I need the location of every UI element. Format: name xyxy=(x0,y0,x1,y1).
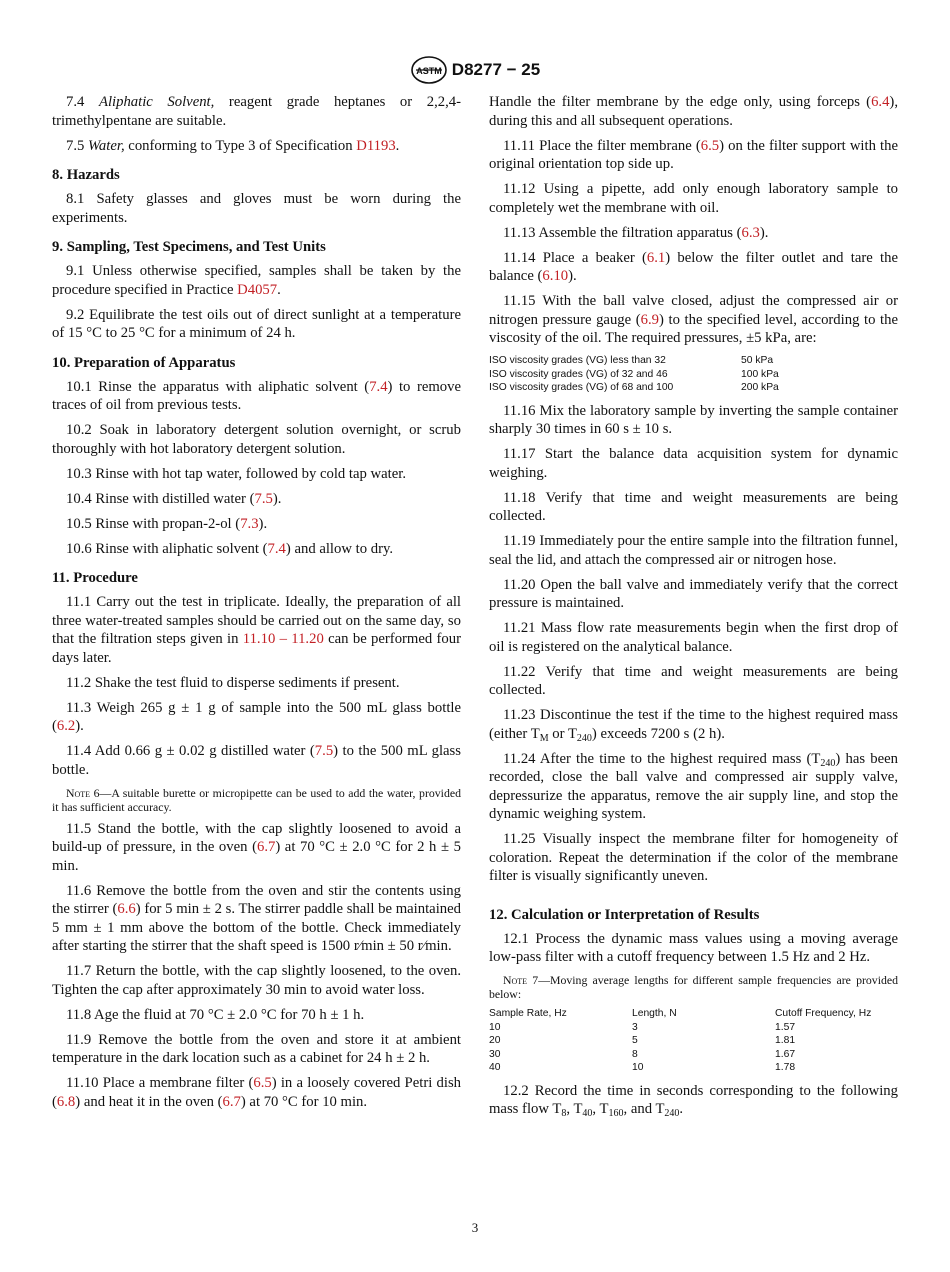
para-11-20: 11.20 Open the ball valve and immediately verify that the correct pressure is maintained. xyxy=(489,576,898,611)
para-9-1: 9.1 Unless otherwise specified, samples shall be taken by the procedure specified in Practice D4057. xyxy=(52,263,461,298)
para-11-8: 11.8 Age the fluid at 70 °C ± 2.0 °C for 70 h ± 1 h. xyxy=(66,1006,365,1023)
para-11-13: 11.13 Assemble the filtration apparatus (6.3). xyxy=(503,224,769,241)
ref-link[interactable]: 6.9 xyxy=(640,311,660,328)
para-11-25: 11.25 Visually inspect the membrane filter for homogeneity of coloration. Repeat the determination if the color of the membrane filter is visually significantly uneven. xyxy=(489,831,898,884)
ref-link[interactable]: 7.5 xyxy=(254,490,273,507)
left-column xyxy=(52,93,461,1118)
ref-link[interactable]: 11.10 – 11.20 xyxy=(242,631,324,647)
para-11-4: 11.4 Add 0.66 g ± 0.02 g distilled water (7.5) to the 500 mL glass bottle. xyxy=(52,743,461,778)
astm-logo-icon xyxy=(410,55,448,85)
para-11-9: 11.9 Remove the bottle from the oven and store it at ambient temperature in the dark location such as a cabinet for 24 h ± 2 h. xyxy=(52,1031,461,1066)
ref-link[interactable]: 6.6 xyxy=(117,901,136,917)
para-11-3: 11.3 Weigh 265 g ± 1 g of sample into the 500 mL glass bottle (6.2). xyxy=(52,699,461,734)
table-row: 40 10 1.78 xyxy=(489,1062,796,1073)
para-12-2: 12.2 Record the time in seconds corresponding to the following mass flow $T_8$, $T_{40}$, $T_{160}$, and $T_{240}$. xyxy=(489,1082,898,1119)
para-11-6: 11.6 Remove the bottle from the oven and stir the contents using the stirrer (6.6) for 5 min ± 2 s. The stirrer paddle shall be maintained 5 mm ± 1 mm above the bottom of the bottle. Check immediately after starting the stirrer that the shaft speed is 1500 r⁄min ± 50 r⁄min. xyxy=(52,882,461,954)
ref-link[interactable]: 7.5 xyxy=(314,743,334,759)
table-header-row: Sample Rate, Hz Length, N Cutoff Frequency, Hz xyxy=(489,1008,872,1019)
para-12-1: 12.1 Process the dynamic mass values using a moving average low-pass filter with a cutoff frequency between 1.5 Hz and 2 Hz. xyxy=(489,930,898,965)
note-7: Note 7—Moving average lengths for different sample frequencies are provided below: xyxy=(489,973,899,1001)
section-heading-8: 8. Hazards xyxy=(52,167,120,183)
para-8-1: 8.1 Safety glasses and gloves must be worn during the experiments. xyxy=(52,191,461,226)
para-10-2: 10.2 Soak in laboratory detergent solution overnight, or scrub thoroughly with hot laboratory detergent solution. xyxy=(52,422,461,457)
para-7-4: 7.4 Aliphatic Solvent, reagent grade heptanes or 2,2,4-trimethylpentane are suitable. xyxy=(52,94,462,129)
para-10-4: 10.4 Rinse with distilled water (7.5). xyxy=(66,490,282,507)
para-11-11: 11.11 Place the filter membrane (6.5) on the filter support with the original orientation top side up. xyxy=(489,137,899,172)
para-11-10-continued: Handle the filter membrane by the edge only, using forceps (6.4), during this and all subsequent operations. xyxy=(489,94,898,129)
ref-link[interactable]: 6.7 xyxy=(256,839,276,855)
table-row: ISO viscosity grades (VG) less than 32 50 kPa xyxy=(489,355,774,366)
page-number: 3 xyxy=(471,1220,479,1235)
para-10-1: 10.1 Rinse the apparatus with aliphatic solvent (7.4) to remove traces of oil from previous tests. xyxy=(52,378,461,413)
ref-link[interactable]: 6.1 xyxy=(646,249,666,266)
ref-link[interactable]: 6.2 xyxy=(56,718,76,734)
para-11-16: 11.16 Mix the laboratory sample by inverting the sample container sharply 30 times in 60 s ± 10 s. xyxy=(489,402,898,437)
standard-designation: D8277 − 25 xyxy=(451,60,541,79)
ref-link[interactable]: D4057 xyxy=(237,281,278,298)
ref-link[interactable]: 7.4 xyxy=(369,378,388,395)
para-10-5: 10.5 Rinse with propan-2-ol (7.3). xyxy=(66,515,268,532)
para-11-15: 11.15 With the ball valve closed, adjust the compressed air or nitrogen pressure gauge (6.9) to the specified level, according to the viscosity of the oil. The required pressures, ±5 kPa, are: xyxy=(489,293,898,346)
ref-link[interactable]: 7.3 xyxy=(240,515,259,532)
table-row: ISO viscosity grades (VG) of 68 and 100 200 kPa xyxy=(489,382,779,393)
para-11-18: 11.18 Verify that time and weight measurements are being collected. xyxy=(489,489,898,524)
logo-text: ASTM xyxy=(416,66,442,76)
table-row: 10 3 1.57 xyxy=(489,1021,796,1033)
para-7-5: 7.5 Water, conforming to Type 3 of Specification D1193. xyxy=(66,137,400,154)
table-row: ISO viscosity grades (VG) of 32 and 46 100 kPa xyxy=(489,368,779,380)
para-11-5: 11.5 Stand the bottle, with the cap slightly loosened to avoid a build-up of pressure, in the oven (6.7) at 70 °C ± 2.0 °C for 2 h ± 5 min. xyxy=(52,820,461,874)
para-11-10: 11.10 Place a membrane filter (6.5) in a loosely covered Petri dish (6.8) and heat it in the oven (6.7) at 70 °C for 10 min. xyxy=(52,1075,462,1110)
ref-link[interactable]: 6.7 xyxy=(222,1093,241,1110)
ref-link[interactable]: 6.4 xyxy=(871,94,890,110)
section-heading-10: 10. Preparation of Apparatus xyxy=(52,354,236,371)
para-10-6: 10.6 Rinse with aliphatic solvent (7.4) and allow to dry. xyxy=(66,540,394,557)
section-heading-11: 11. Procedure xyxy=(52,570,138,586)
para-9-2: 9.2 Equilibrate the test oils out of direct sunlight at a temperature of 15 °C to 25 °C for a minimum of 24 h. xyxy=(52,306,461,341)
section-heading-9: 9. Sampling, Test Specimens, and Test Units xyxy=(52,239,326,255)
section-heading-12: 12. Calculation or Interpretation of Results xyxy=(489,906,760,923)
ref-link[interactable]: D1193 xyxy=(356,137,396,154)
ref-link[interactable]: 6.3 xyxy=(741,224,760,241)
para-11-19: 11.19 Immediately pour the entire sample into the filtration funnel, seal the lid, and attach the compressed air or nitrogen hose. xyxy=(489,533,898,568)
para-11-23: 11.23 Discontinue the test if the time to the highest required mass (either $T_M$ or $T_{240}$) exceeds 7200 s (2 h). xyxy=(489,707,898,744)
table-row: 20 5 1.81 xyxy=(489,1035,796,1046)
ref-link[interactable]: 6.8 xyxy=(56,1093,76,1110)
page-header xyxy=(0,55,950,90)
right-column xyxy=(489,93,898,1125)
pressure-table xyxy=(489,354,779,395)
para-11-2: 11.2 Shake the test fluid to disperse sediments if present. xyxy=(66,674,400,691)
para-11-1: 11.1 Carry out the test in triplicate. Ideally, the preparation of all three water-treated samples should be carried out on the same day, so that the filtration steps given in 11.10 – 11.20 can be performed four days later. xyxy=(52,594,462,666)
filter-table xyxy=(489,1007,898,1075)
ref-link[interactable]: 6.5 xyxy=(700,137,720,154)
para-11-22: 11.22 Verify that time and weight measurements are being collected. xyxy=(489,663,898,698)
para-11-14: 11.14 Place a beaker (6.1) below the filter outlet and tare the balance (6.10). xyxy=(489,249,898,284)
para-11-21: 11.21 Mass flow rate measurements begin when the first drop of oil is registered on the analytical balance. xyxy=(489,620,898,655)
note-6: Note 6—A suitable burette or micropipette can be used to add the water, provided it has sufficient accuracy. xyxy=(52,785,461,814)
ref-link[interactable]: 6.10 xyxy=(542,268,569,284)
para-11-24: 11.24 After the time to the highest required mass $(T_{240})$ has been recorded, close the ball valve and compressed air supply valve, depressurize the apparatus, remove the air supply line, and stop the dynamic weighing system. xyxy=(489,750,898,822)
ref-link[interactable]: 7.4 xyxy=(267,540,286,557)
para-11-7: 11.7 Return the bottle, with the cap slightly loosened, to the oven. Tighten the cap after approximately 30 min to avoid water loss. xyxy=(52,963,461,998)
para-11-12: 11.12 Using a pipette, add only enough laboratory sample to completely wet the membrane with oil. xyxy=(489,181,898,216)
ref-link[interactable]: 6.5 xyxy=(253,1075,272,1091)
table-row: 30 8 1.67 xyxy=(489,1048,796,1060)
para-11-17: 11.17 Start the balance data acquisition system for dynamic weighing. xyxy=(489,446,898,481)
para-10-3: 10.3 Rinse with hot tap water, followed by cold tap water. xyxy=(66,465,407,482)
